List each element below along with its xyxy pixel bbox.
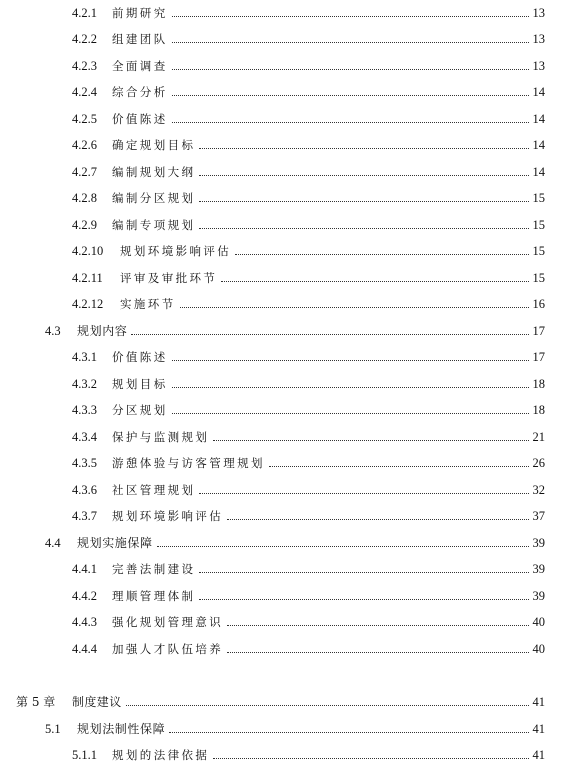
toc-entry-4-2-5[interactable] bbox=[72, 108, 545, 126]
toc-entry-page: 18 bbox=[532, 403, 545, 417]
toc-entry-title: 规划法制性保障 bbox=[77, 722, 166, 736]
toc-entry-page: 21 bbox=[532, 430, 545, 444]
toc-entry-title: 加强人才队伍培养 bbox=[112, 642, 224, 656]
toc-entry-title: 规划的法律依据 bbox=[112, 748, 210, 762]
toc-entry-title: 编制专项规划 bbox=[112, 218, 196, 232]
toc-entry-title: 强化规划管理意识 bbox=[112, 615, 224, 629]
toc-entry-number: 4.4.4 bbox=[72, 642, 97, 656]
toc-entry-page: 40 bbox=[532, 615, 545, 629]
toc-entry-title: 理顺管理体制 bbox=[112, 589, 196, 603]
toc-entry-4-2-3[interactable] bbox=[72, 55, 545, 73]
dot-leader bbox=[199, 174, 529, 176]
toc-entry-title: 游憩体验与访客管理规划 bbox=[112, 456, 265, 470]
dot-leader bbox=[180, 306, 529, 308]
toc-entry-number: 4.2.9 bbox=[72, 218, 97, 232]
toc-entry-4-2-2[interactable] bbox=[72, 28, 545, 46]
toc-entry-4-2-12[interactable] bbox=[72, 293, 545, 311]
toc-entry-page: 26 bbox=[532, 456, 545, 470]
toc-entry-page: 39 bbox=[532, 536, 545, 550]
toc-entry-4-2-7[interactable] bbox=[72, 161, 545, 179]
toc-entry-number: 5.1 bbox=[45, 722, 61, 736]
dot-leader bbox=[172, 386, 529, 388]
toc-entry-number: 5.1.1 bbox=[72, 748, 97, 762]
dot-leader bbox=[172, 121, 529, 123]
dot-leader bbox=[221, 280, 529, 282]
toc-entry-number: 第 5 章 bbox=[16, 695, 56, 709]
toc-entry-number: 4.2.10 bbox=[72, 244, 104, 258]
dot-leader bbox=[199, 492, 529, 494]
toc-entry-page: 14 bbox=[532, 138, 545, 152]
toc-entry-title: 分区规划 bbox=[112, 403, 168, 417]
toc-entry-number: 4.3.3 bbox=[72, 403, 97, 417]
dot-leader bbox=[235, 253, 529, 255]
toc-entry-page: 18 bbox=[532, 377, 545, 391]
toc-entry-title: 社区管理规划 bbox=[112, 483, 196, 497]
toc-entry-page: 32 bbox=[532, 483, 545, 497]
dot-leader bbox=[199, 598, 529, 600]
toc-entry-page: 39 bbox=[532, 562, 545, 576]
toc-entry-5-1-1[interactable] bbox=[72, 744, 545, 762]
toc-entry-number: 4.2.12 bbox=[72, 297, 104, 311]
toc-entry-4-2-8[interactable] bbox=[72, 187, 545, 205]
toc-entry-page: 14 bbox=[532, 112, 545, 126]
dot-leader bbox=[169, 731, 529, 733]
toc-entry-number: 4.2.11 bbox=[72, 271, 103, 285]
toc-entry-page: 15 bbox=[532, 244, 545, 258]
toc-entry-title: 确定规划目标 bbox=[112, 138, 196, 152]
dot-leader bbox=[126, 704, 529, 706]
toc-entry-number: 4.3.7 bbox=[72, 509, 97, 523]
toc-entry-4-3-5[interactable] bbox=[72, 452, 545, 470]
toc-entry-4-2-1[interactable] bbox=[72, 2, 545, 20]
dot-leader bbox=[172, 41, 529, 43]
toc-entry-title: 前期研究 bbox=[112, 6, 168, 20]
dot-leader bbox=[157, 545, 529, 547]
toc-entry-title: 完善法制建设 bbox=[112, 562, 196, 576]
toc-entry-4-2-9[interactable] bbox=[72, 214, 545, 232]
toc-entry-page: 14 bbox=[532, 85, 545, 99]
toc-entry-title: 实施环节 bbox=[120, 297, 176, 311]
toc-entry-4-2-6[interactable] bbox=[72, 134, 545, 152]
dot-leader bbox=[172, 94, 529, 96]
toc-entry-number: 4.3 bbox=[45, 324, 61, 338]
toc-entry-title: 规划环境影响评估 bbox=[120, 244, 232, 258]
toc-entry-title: 价值陈述 bbox=[112, 350, 168, 364]
toc-entry-page: 13 bbox=[532, 59, 545, 73]
dot-leader bbox=[199, 227, 529, 229]
toc-entry-title: 评审及审批环节 bbox=[120, 271, 218, 285]
toc-entry-page: 14 bbox=[532, 165, 545, 179]
toc-entry-number: 4.4.1 bbox=[72, 562, 97, 576]
toc-entry-page: 37 bbox=[532, 509, 545, 523]
toc-entry-number: 4.2.7 bbox=[72, 165, 97, 179]
toc-entry-page: 13 bbox=[532, 32, 545, 46]
toc-entry-number: 4.4.2 bbox=[72, 589, 97, 603]
dot-leader bbox=[172, 359, 529, 361]
toc-entry-4-3-2[interactable] bbox=[72, 373, 545, 391]
toc-entry-number: 4.4.3 bbox=[72, 615, 97, 629]
toc-entry-page: 15 bbox=[532, 271, 545, 285]
toc-entry-title: 规划实施保障 bbox=[77, 536, 153, 550]
dot-leader bbox=[213, 757, 529, 759]
toc-entry-4-2-10[interactable] bbox=[72, 240, 545, 258]
toc-entry-title: 规划内容 bbox=[77, 324, 128, 338]
toc-entry-4-3-1[interactable] bbox=[72, 346, 545, 364]
dot-leader bbox=[172, 68, 529, 70]
toc-entry-number: 4.4 bbox=[45, 536, 61, 550]
toc-entry-title: 保护与监测规划 bbox=[112, 430, 210, 444]
dot-leader bbox=[227, 624, 529, 626]
toc-entry-page: 16 bbox=[532, 297, 545, 311]
toc-entry-title: 制度建议 bbox=[72, 695, 122, 709]
toc-entry-page: 17 bbox=[532, 350, 545, 364]
toc-entry-number: 4.2.6 bbox=[72, 138, 97, 152]
toc-entry-page: 41 bbox=[532, 722, 545, 736]
toc-entry-number: 4.3.1 bbox=[72, 350, 97, 364]
toc-entry-4-3-4[interactable] bbox=[72, 426, 545, 444]
toc-entry-4-3[interactable] bbox=[45, 320, 545, 338]
dot-leader bbox=[269, 465, 529, 467]
dot-leader bbox=[199, 147, 529, 149]
toc-entry-4-3-3[interactable] bbox=[72, 399, 545, 417]
dot-leader bbox=[227, 651, 529, 653]
toc-entry-number: 4.3.6 bbox=[72, 483, 97, 497]
toc-entry-number: 4.3.5 bbox=[72, 456, 97, 470]
toc-entry-title: 规划目标 bbox=[112, 377, 168, 391]
toc-entry-5-1[interactable] bbox=[45, 718, 545, 736]
dot-leader bbox=[213, 439, 529, 441]
toc-entry-page: 39 bbox=[532, 589, 545, 603]
toc-entry-4-4-1[interactable] bbox=[72, 558, 545, 576]
toc-entry-number: 4.2.1 bbox=[72, 6, 97, 20]
toc-entry-4-4[interactable] bbox=[45, 532, 545, 550]
toc-entry-title: 综合分析 bbox=[112, 85, 168, 99]
toc-entry-4-2-4[interactable] bbox=[72, 81, 545, 99]
toc-entry-number: 4.2.2 bbox=[72, 32, 97, 46]
toc-entry-title: 规划环境影响评估 bbox=[112, 509, 224, 523]
toc-entry-page: 40 bbox=[532, 642, 545, 656]
toc-entry-page: 41 bbox=[532, 695, 545, 709]
toc-entry-number: 4.2.4 bbox=[72, 85, 97, 99]
toc-entry-chapter-5[interactable] bbox=[16, 691, 545, 709]
toc-entry-number: 4.2.5 bbox=[72, 112, 97, 126]
toc-entry-page: 15 bbox=[532, 218, 545, 232]
toc-entry-4-2-11[interactable] bbox=[72, 267, 545, 285]
dot-leader bbox=[199, 571, 529, 573]
dot-leader bbox=[172, 412, 529, 414]
dot-leader bbox=[199, 200, 529, 202]
toc-entry-title: 组建团队 bbox=[112, 32, 168, 46]
toc-entry-number: 4.2.3 bbox=[72, 59, 97, 73]
toc-entry-4-4-3[interactable] bbox=[72, 611, 545, 629]
toc-entry-4-3-6[interactable] bbox=[72, 479, 545, 497]
dot-leader bbox=[131, 333, 529, 335]
toc-entry-title: 全面调查 bbox=[112, 59, 168, 73]
toc-entry-4-4-4[interactable] bbox=[72, 638, 545, 656]
toc-entry-4-3-7[interactable] bbox=[72, 505, 545, 523]
dot-leader bbox=[172, 15, 529, 17]
toc-entry-page: 41 bbox=[532, 748, 545, 762]
toc-entry-page: 17 bbox=[532, 324, 545, 338]
toc-entry-title: 编制规划大纲 bbox=[112, 165, 196, 179]
dot-leader bbox=[227, 518, 529, 520]
toc-entry-page: 15 bbox=[532, 191, 545, 205]
toc-entry-number: 4.3.2 bbox=[72, 377, 97, 391]
toc-entry-page: 13 bbox=[532, 6, 545, 20]
toc-entry-title: 价值陈述 bbox=[112, 112, 168, 126]
toc-entry-number: 4.2.8 bbox=[72, 191, 97, 205]
toc-entry-title: 编制分区规划 bbox=[112, 191, 196, 205]
toc-entry-number: 4.3.4 bbox=[72, 430, 97, 444]
toc-entry-4-4-2[interactable] bbox=[72, 585, 545, 603]
